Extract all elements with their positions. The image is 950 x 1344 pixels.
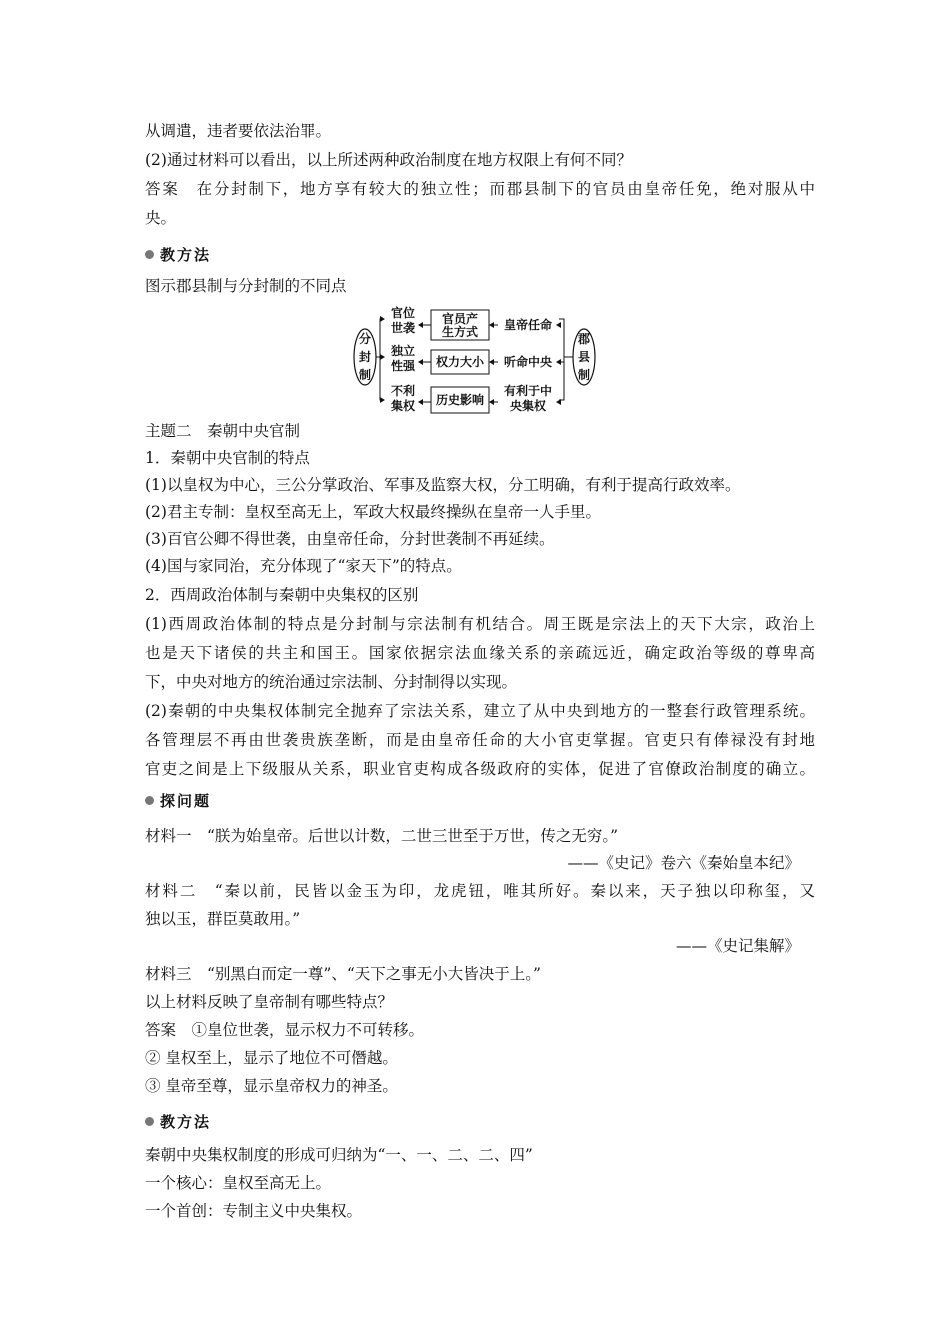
center-box-line: 权力大小 bbox=[435, 355, 485, 369]
subheading: 2．西周政治体制与秦朝中央集权的区别 bbox=[145, 586, 419, 604]
center-box-line: 生方式 bbox=[441, 325, 479, 339]
text-line: (4)国与家同治，充分体现了“家天下”的特点。 bbox=[145, 557, 462, 575]
left-label-line: 不利 bbox=[390, 384, 416, 398]
left-oval-char: 制 bbox=[358, 368, 372, 382]
right-label-line: 央集权 bbox=[509, 399, 547, 413]
diagram-intro: 图示郡县制与分封制的不同点 bbox=[145, 277, 347, 295]
text-line: (2)君主专制：皇权至高无上，军政大权最终操纵在皇帝一人手里。 bbox=[145, 503, 601, 521]
material-line: 材料一 “朕为始皇帝。后世以计数，二世三世至于万世，传之无穷。” bbox=[145, 827, 619, 845]
right-oval-char: 制 bbox=[577, 368, 591, 382]
left-label-line: 独立 bbox=[390, 344, 416, 358]
text-line: 也是天下诸侯的共主和国王。国家依据宗法血缘关系的亲疏远近，确定政治等级的尊卑高 bbox=[145, 644, 815, 662]
text-line: 下，中央对地方的统治通过宗法制、分封制得以实现。 bbox=[145, 673, 518, 691]
section-heading-teaching-method bbox=[145, 245, 211, 265]
text-line: (2)秦朝的中央集权体制完全抛弃了宗法关系，建立了从中央到地方的一整套行政管理系统。 bbox=[145, 702, 815, 720]
answer-line: ③ 皇帝至尊，显示皇帝权力的神圣。 bbox=[145, 1077, 398, 1095]
citation: ——《史记集解》 bbox=[675, 937, 800, 955]
bullet-icon bbox=[145, 1117, 154, 1126]
section-heading-teaching-method bbox=[145, 1112, 211, 1132]
text-line: 官吏之间是上下级服从关系，职业官吏构成各级政府的实体，促进了官僚政治制度的确立。 bbox=[145, 760, 815, 778]
answer-line: ② 皇权至上，显示了地位不可僭越。 bbox=[145, 1049, 398, 1067]
text-line: 各管理层不再由世袭贵族垄断，而是由皇帝任命的大小官吏掌握。官吏只有俸禄没有封地 bbox=[145, 731, 815, 749]
question-line: 以上材料反映了皇帝制有哪些特点？ bbox=[145, 993, 394, 1011]
right-oval-char: 郡 bbox=[577, 332, 591, 346]
left-label-line: 世袭 bbox=[390, 321, 416, 335]
left-label-line: 官位 bbox=[390, 306, 416, 320]
citation: ——《史记》卷六《秦始皇本纪》 bbox=[567, 854, 800, 872]
right-bracket bbox=[559, 319, 564, 400]
text-line: 一个核心：皇权至高无上。 bbox=[145, 1174, 332, 1192]
material-line: 独以玉，群臣莫敢用。” bbox=[145, 910, 301, 928]
comparison-diagram bbox=[352, 305, 600, 415]
text-line: (1)以皇权为中心，三公分掌政治、军事及监察大权，分工明确，有利于提高行政效率。 bbox=[145, 476, 741, 494]
bullet-icon bbox=[145, 250, 154, 259]
topic-heading: 主题二 秦朝中央官制 bbox=[145, 422, 301, 440]
text-line: 一个首创：专制主义中央集权。 bbox=[145, 1202, 363, 1220]
question-line: (2)通过材料可以看出，以上所述两种政治制度在地方权限上有何不同？ bbox=[145, 151, 632, 169]
section-heading-explore-question bbox=[145, 791, 211, 811]
left-label-line: 集权 bbox=[390, 399, 416, 413]
heading-text: 探问题 bbox=[160, 792, 212, 810]
left-label-line: 性强 bbox=[390, 359, 416, 373]
material-line: 材料二 “秦以前，民皆以金玉为印，龙虎钮，唯其所好。秦以来，天子独以印称玺，又 bbox=[145, 882, 815, 900]
answer-line: 答案 ①皇位世袭，显示权力不可转移。 bbox=[145, 1021, 425, 1039]
center-box-line: 历史影响 bbox=[435, 393, 485, 407]
answer-line-continued: 央。 bbox=[145, 209, 177, 227]
heading-text: 教方法 bbox=[160, 246, 212, 264]
right-label-line: 皇帝任命 bbox=[503, 318, 553, 332]
left-oval-char: 封 bbox=[358, 350, 372, 364]
material-line: 材料三 “别黑白而定一尊”、“天下之事无小大皆决于上。” bbox=[145, 965, 541, 983]
right-oval-char: 县 bbox=[577, 350, 591, 364]
answer-line: 答案 在分封制下，地方享有较大的独立性；而郡县制下的官员由皇帝任免，绝对服从中 bbox=[145, 180, 815, 198]
right-label-line: 有利于中 bbox=[503, 384, 553, 398]
right-label-line: 听命中央 bbox=[503, 355, 553, 369]
bullet-icon bbox=[145, 796, 154, 805]
text-line: 从调遣，违者要依法治罪。 bbox=[145, 122, 332, 140]
left-oval-char: 分 bbox=[358, 332, 372, 346]
center-box-line: 官员产 bbox=[441, 312, 479, 326]
text-line: (1)西周政治体制的特点是分封制与宗法制有机结合。周王既是宗法上的天下大宗，政治上 bbox=[145, 615, 815, 633]
text-line: (3)百官公卿不得世袭，由皇帝任命，分封世袭制不再延续。 bbox=[145, 530, 555, 548]
heading-text: 教方法 bbox=[160, 1113, 212, 1131]
text-line: 秦朝中央集权制度的形成可归纳为“一、一、二、二、四” bbox=[145, 1146, 533, 1164]
subheading: 1．秦朝中央官制的特点 bbox=[145, 449, 310, 467]
